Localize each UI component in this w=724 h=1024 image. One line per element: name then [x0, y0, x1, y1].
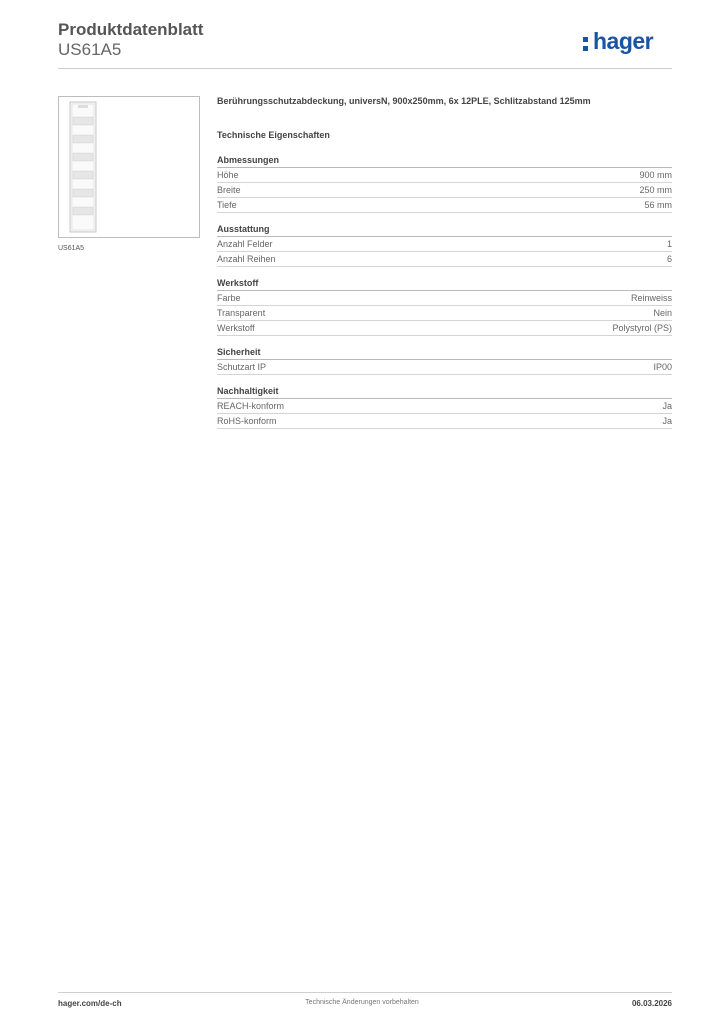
property-label: REACH-konform: [217, 401, 285, 411]
document-title: Produktdatenblatt: [58, 20, 204, 39]
product-image-caption: US61A5: [58, 245, 85, 252]
property-label: Farbe: [217, 293, 241, 303]
property-row: [217, 306, 672, 321]
property-value: 1: [666, 239, 672, 249]
property-label: Breite: [217, 185, 241, 195]
section-dimensions: [217, 154, 672, 213]
hager-logo: hager: [593, 28, 654, 54]
footer-date: 06.03.2026: [631, 999, 672, 1008]
property-label: Tiefe: [217, 200, 237, 210]
property-value: 6: [666, 254, 672, 264]
property-row: [217, 291, 672, 306]
property-row: [217, 360, 672, 375]
property-row: [217, 198, 672, 213]
property-value: Ja: [662, 401, 672, 411]
section-material: [217, 277, 672, 336]
cover-panel-icon: [59, 97, 199, 237]
property-label: Schutzart IP: [217, 362, 267, 372]
property-value: Ja: [662, 416, 672, 426]
property-label: RoHS-konform: [217, 416, 277, 426]
section-title: Abmessungen: [217, 154, 672, 168]
section-title: Ausstattung: [217, 223, 672, 237]
property-row: [217, 237, 672, 252]
property-row: [217, 321, 672, 336]
section-title: Werkstoff: [217, 277, 672, 291]
product-image: [58, 96, 200, 238]
property-label: Werkstoff: [217, 323, 255, 333]
property-value: Reinweiss: [630, 293, 672, 303]
property-value: 56 mm: [644, 200, 672, 210]
property-value: Nein: [653, 308, 672, 318]
property-row: [217, 399, 672, 414]
property-value: Polystyrol (PS): [612, 323, 672, 333]
property-label: Höhe: [217, 170, 239, 180]
section-title: Nachhaltigkeit: [217, 385, 672, 399]
header-divider: [58, 68, 672, 69]
property-value: 250 mm: [639, 185, 672, 195]
section-safety: [217, 346, 672, 375]
property-value: 900 mm: [639, 170, 672, 180]
property-row: [217, 414, 672, 429]
section-title: Sicherheit: [217, 346, 672, 360]
technical-properties-heading: Technische Eigenschaften: [217, 130, 330, 140]
footer-website: hager.com/de-ch: [58, 999, 122, 1008]
section-sustainability: [217, 385, 672, 429]
technical-properties: [217, 154, 672, 439]
property-row: [217, 252, 672, 267]
property-row: [217, 183, 672, 198]
property-label: Anzahl Felder: [217, 239, 273, 249]
footer-divider: [58, 992, 672, 993]
footer-note: Technische Änderungen vorbehalten: [305, 999, 419, 1006]
property-row: [217, 168, 672, 183]
section-equipment: [217, 223, 672, 267]
product-description: Berührungsschutzabdeckung, universN, 900x250mm, 6x 12PLE, Schlitzabstand 125mm: [217, 96, 591, 106]
property-value: IP00: [653, 362, 672, 372]
property-label: Transparent: [217, 308, 266, 318]
product-code: US61A5: [58, 40, 122, 59]
property-label: Anzahl Reihen: [217, 254, 276, 264]
hager-logo-icon: [583, 34, 591, 54]
